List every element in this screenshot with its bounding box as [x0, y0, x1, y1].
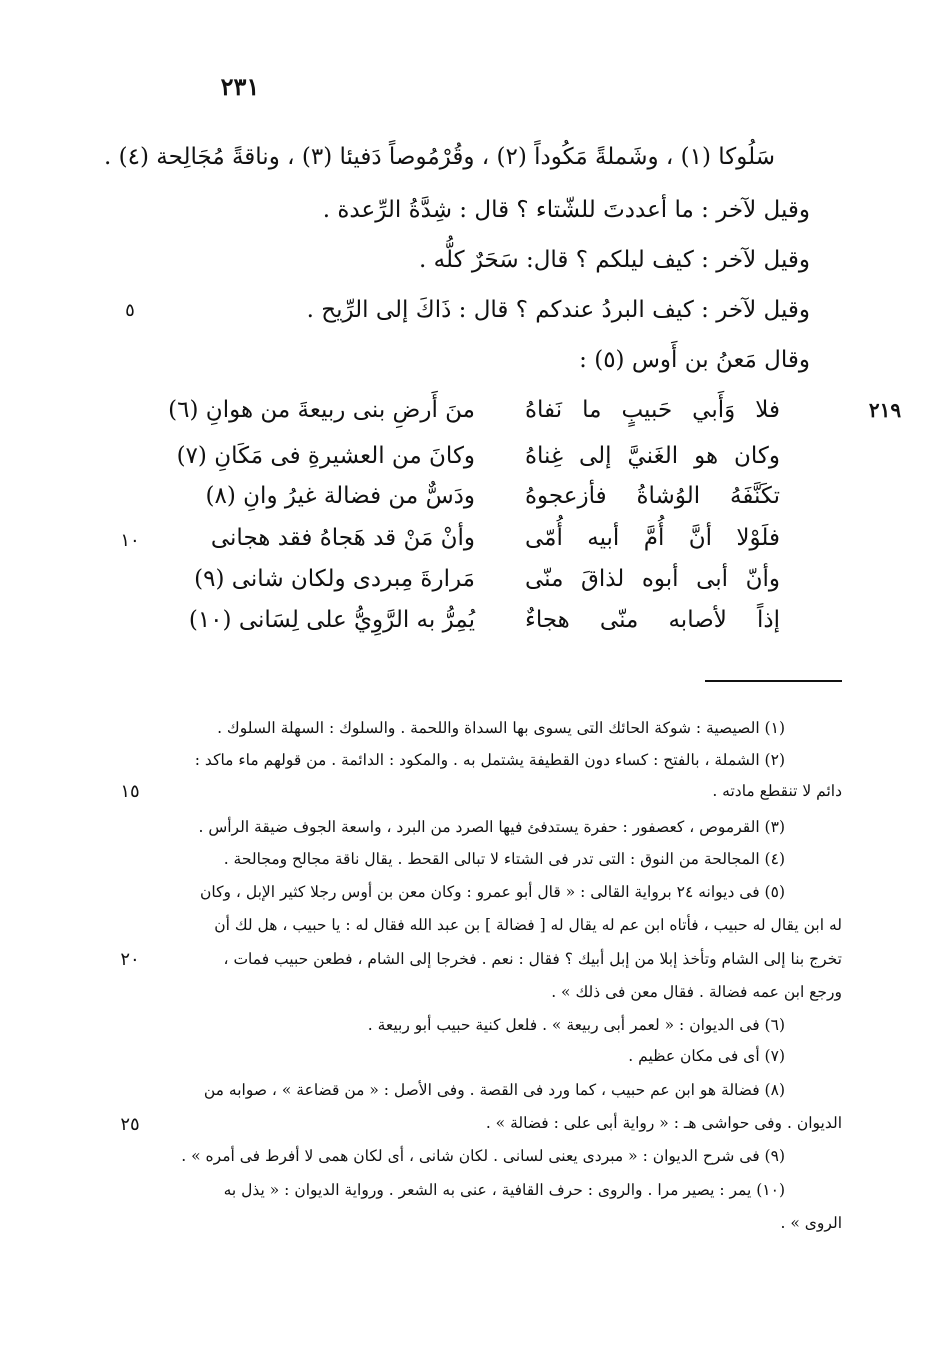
footnote-separator [705, 680, 842, 682]
prose-line: وقيل لآخر : كيف البردُ عندكم ؟ قال : ذَاكَ إلى الرِّيح . [306, 297, 810, 323]
footnote-line: ورجع ابن عمه فضالة . فقال معن فى ذلك » . [551, 983, 842, 1001]
footnote-line: (٨) فضالة هو ابن عم حبيب ، كما ورد فى القصة . وفى الأصل : « من قضاعة » ، صوابه من [203, 1081, 785, 1099]
margin-source-page-number: ٢١٩ [868, 398, 902, 422]
verse-second-hemistich: يُمِرُّ به الرَّوِيُّ على لِسَانى (١٠) [188, 607, 475, 633]
footnote-line: (١) الصيصية : شوكة الحائك التى يسوى بها السداة واللحمة . والسلوك : السهلة السلوك . [217, 719, 785, 737]
verse-second-hemistich: وأنْ مَنْ قد هَجاهُ فقد هجانى [210, 525, 475, 551]
verse-second-hemistich: وكانَ من العشيرةِ فى مَكَانِ (٧) [176, 443, 475, 469]
verse-first-hemistich: تكَنَّفَهُ الوُشاةُ فأزعجوهُ [525, 483, 780, 509]
page-number: ٢٣١ [220, 72, 260, 101]
margin-line-number: ٥ [125, 300, 135, 321]
verse-first-hemistich: وكان هو الغَنيَّ إلى غِناهُ [525, 443, 780, 469]
footnote-line: له ابن يقال له حبيب ، فأتاه ابن عم له يقال له [ فضالة ] بن عبد الله فقال له : يا حبيب ، هل لك أن [214, 916, 842, 934]
prose-line: وقال مَعنُ بن أَوس (٥) : [579, 347, 810, 373]
verse-first-hemistich: فلَوْلا أنَّ أُمَّ أبيه أُمّى [525, 525, 780, 551]
footnote-line: الديوان . وفى حواشى هـ : « رواية أبى على : فضالة » . [485, 1114, 842, 1132]
prose-line: سَلُوكا (١) ، وشَملةً مَكُوداً (٢) ، وقُرْمُوصاً دَفيئا (٣) ، وناقةً مُجَالِحة (٤) . [104, 144, 775, 170]
verse-second-hemistich: ودَسٌّ من فضالة غيرُ وانِ (٨) [205, 483, 475, 509]
footnote-line: (٢) الشملة ، بالفتح : كساء دون القطيفة يشتمل به . والمكود : الدائمة . من قولهم ماء ماكد : [194, 751, 785, 769]
footnote-line: دائم لا تنقطع مادته . [712, 782, 842, 800]
footnote-line: (٤) المجالحة من النوق : التى تدر فى الشتاء لا تبالى القحط . يقال ناقة مجالح ومجالحة . [223, 850, 785, 868]
footnote-line: (٦) فى الديوان : « لعمر أبى ربيعة » . فلعل كنية حبيب أبو ربيعة . [367, 1016, 785, 1034]
verse-first-hemistich: فلا وَأَبي حَبيبٍ ما نَفاهُ [525, 397, 780, 423]
footnote-line: الروى » . [780, 1214, 842, 1232]
verse-first-hemistich: إذاً لأصابه منّى هجاءٌ [525, 607, 780, 633]
prose-line: وقيل لآخر : ما أعددتَ للشّتاء ؟ قال : شِدَّةُ الرِّعدة . [322, 197, 810, 223]
verse-second-hemistich: منَ أَرضِ بنى ربيعةَ من هوانِ (٦) [168, 397, 475, 423]
verse-first-hemistich: وأنّ أبى أبوه لذاقَ منّى [525, 566, 780, 592]
margin-line-number: ١٠ [120, 530, 140, 551]
margin-line-number: ١٥ [120, 781, 140, 802]
footnote-line: (٣) القرموص ، كعصفور : حفرة يستدفئ فيها الصرد من البرد ، واسعة الجوف ضيقة الرأس . [198, 818, 785, 836]
footnote-line: (٥) فى ديوانه ٢٤ برواية القالى : « قال أبو عمرو : وكان معن بن أوس رجلا كثير الإبل ، وكان [200, 883, 785, 901]
verse-second-hemistich: مَرارةَ مِبردى ولكان شانى (٩) [194, 566, 475, 592]
footnote-line: تخرج بنا إلى الشام وتأخذ إبلا من إبل أبيك ؟ فقال : نعم . فخرجا إلى الشام ، فطعن حبيب فمات ، [223, 950, 842, 968]
margin-line-number: ٢٥ [120, 1114, 140, 1135]
margin-line-number: ٢٠ [120, 949, 140, 970]
prose-line: وقيل لآخر : كيف ليلكم ؟ قال: سَحَرٌ كلُّه . [419, 247, 810, 273]
footnote-line: (٩) فى شرح الديوان : « مبردى يعنى لسانى . لكان شانى ، أى لكان همى لا أفرط فى أمره » . [181, 1147, 785, 1165]
footnote-line: (٧) أى فى مكان عظيم . [628, 1047, 785, 1065]
footnote-line: (١٠) يمر : يصير مرا . والروى : حرف القافية ، عنى به الشعر . ورواية الديوان : « يذل به [223, 1181, 785, 1199]
